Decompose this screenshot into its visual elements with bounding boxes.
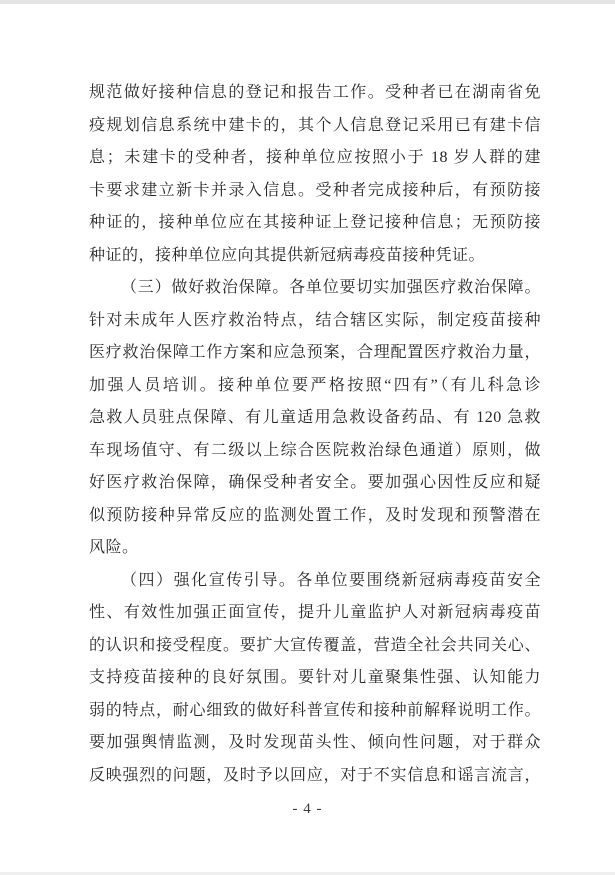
text-line: （三）做好救治保障。各单位要切实加强医疗救治保障。 — [121, 279, 541, 296]
text-line: （四）强化宣传引导。各单位要围绕新冠病毒疫苗安全 — [121, 571, 541, 589]
page-top-edge — [0, 0, 615, 4]
text-line: 车现场值守、有二级以上综合医院救治绿色通道）原则，做 — [89, 441, 541, 459]
text-line: 似预防接种异常反应的监测处置工作，及时发现和预警潜在 — [89, 506, 541, 524]
text-line: 反映强烈的问题，及时予以回应，对于不实信息和谣言流言， — [89, 766, 541, 784]
page-number: - 4 - — [292, 801, 323, 817]
page-footer — [0, 798, 615, 820]
text-line: 种证的，接种单位应在其接种证上登记接种信息；无预防接 — [89, 214, 541, 231]
text-line: 针对未成年人医疗救治特点，结合辖区实际，制定疫苗接种 — [89, 311, 541, 329]
document-body — [89, 77, 541, 792]
text-line: 支持疫苗接种的良好氛围。要针对儿童聚集性强、认知能力 — [89, 669, 541, 686]
text-line: 急救人员驻点保障、有儿童适用急救设备药品、有 120 急救 — [89, 409, 541, 426]
text-line: 规范做好接种信息的登记和报告工作。受种者已在湖南省免 — [89, 84, 541, 101]
text-line: 弱的特点，耐心细致的做好科普宣传和接种前解释说明工作。 — [89, 701, 541, 719]
text-line: 好医疗救治保障，确保受种者安全。要加强心因性反应和疑 — [89, 474, 541, 491]
text-line: 要加强舆情监测，及时发现苗头性、倾向性问题，对于群众 — [89, 734, 541, 751]
text-line: 疫规划信息系统中建卡的，其个人信息登记采用已有建卡信 — [89, 116, 541, 134]
text-line: 息；未建卡的受种者，接种单位应按照小于 18 岁人群的建 — [89, 149, 541, 166]
text-line: 卡要求建立新卡并录入信息。受种者完成接种后，有预防接 — [89, 181, 541, 199]
text-line: 加强人员培训。接种单位要严格按照“四有”（有儿科急诊 — [89, 376, 541, 394]
text-line: 种证的，接种单位应向其提供新冠病毒疫苗接种凭证。 — [89, 246, 486, 264]
text-line: 风险。 — [89, 539, 139, 556]
text-line: 的认识和接受程度。要扩大宣传覆盖，营造全社会共同关心、 — [89, 636, 541, 654]
text-line: 医疗救治保障工作方案和应急预案，合理配置医疗救治力量， — [89, 344, 541, 361]
text-line: 性、有效性加强正面宣传，提升儿童监护人对新冠病毒疫苗 — [89, 604, 541, 621]
